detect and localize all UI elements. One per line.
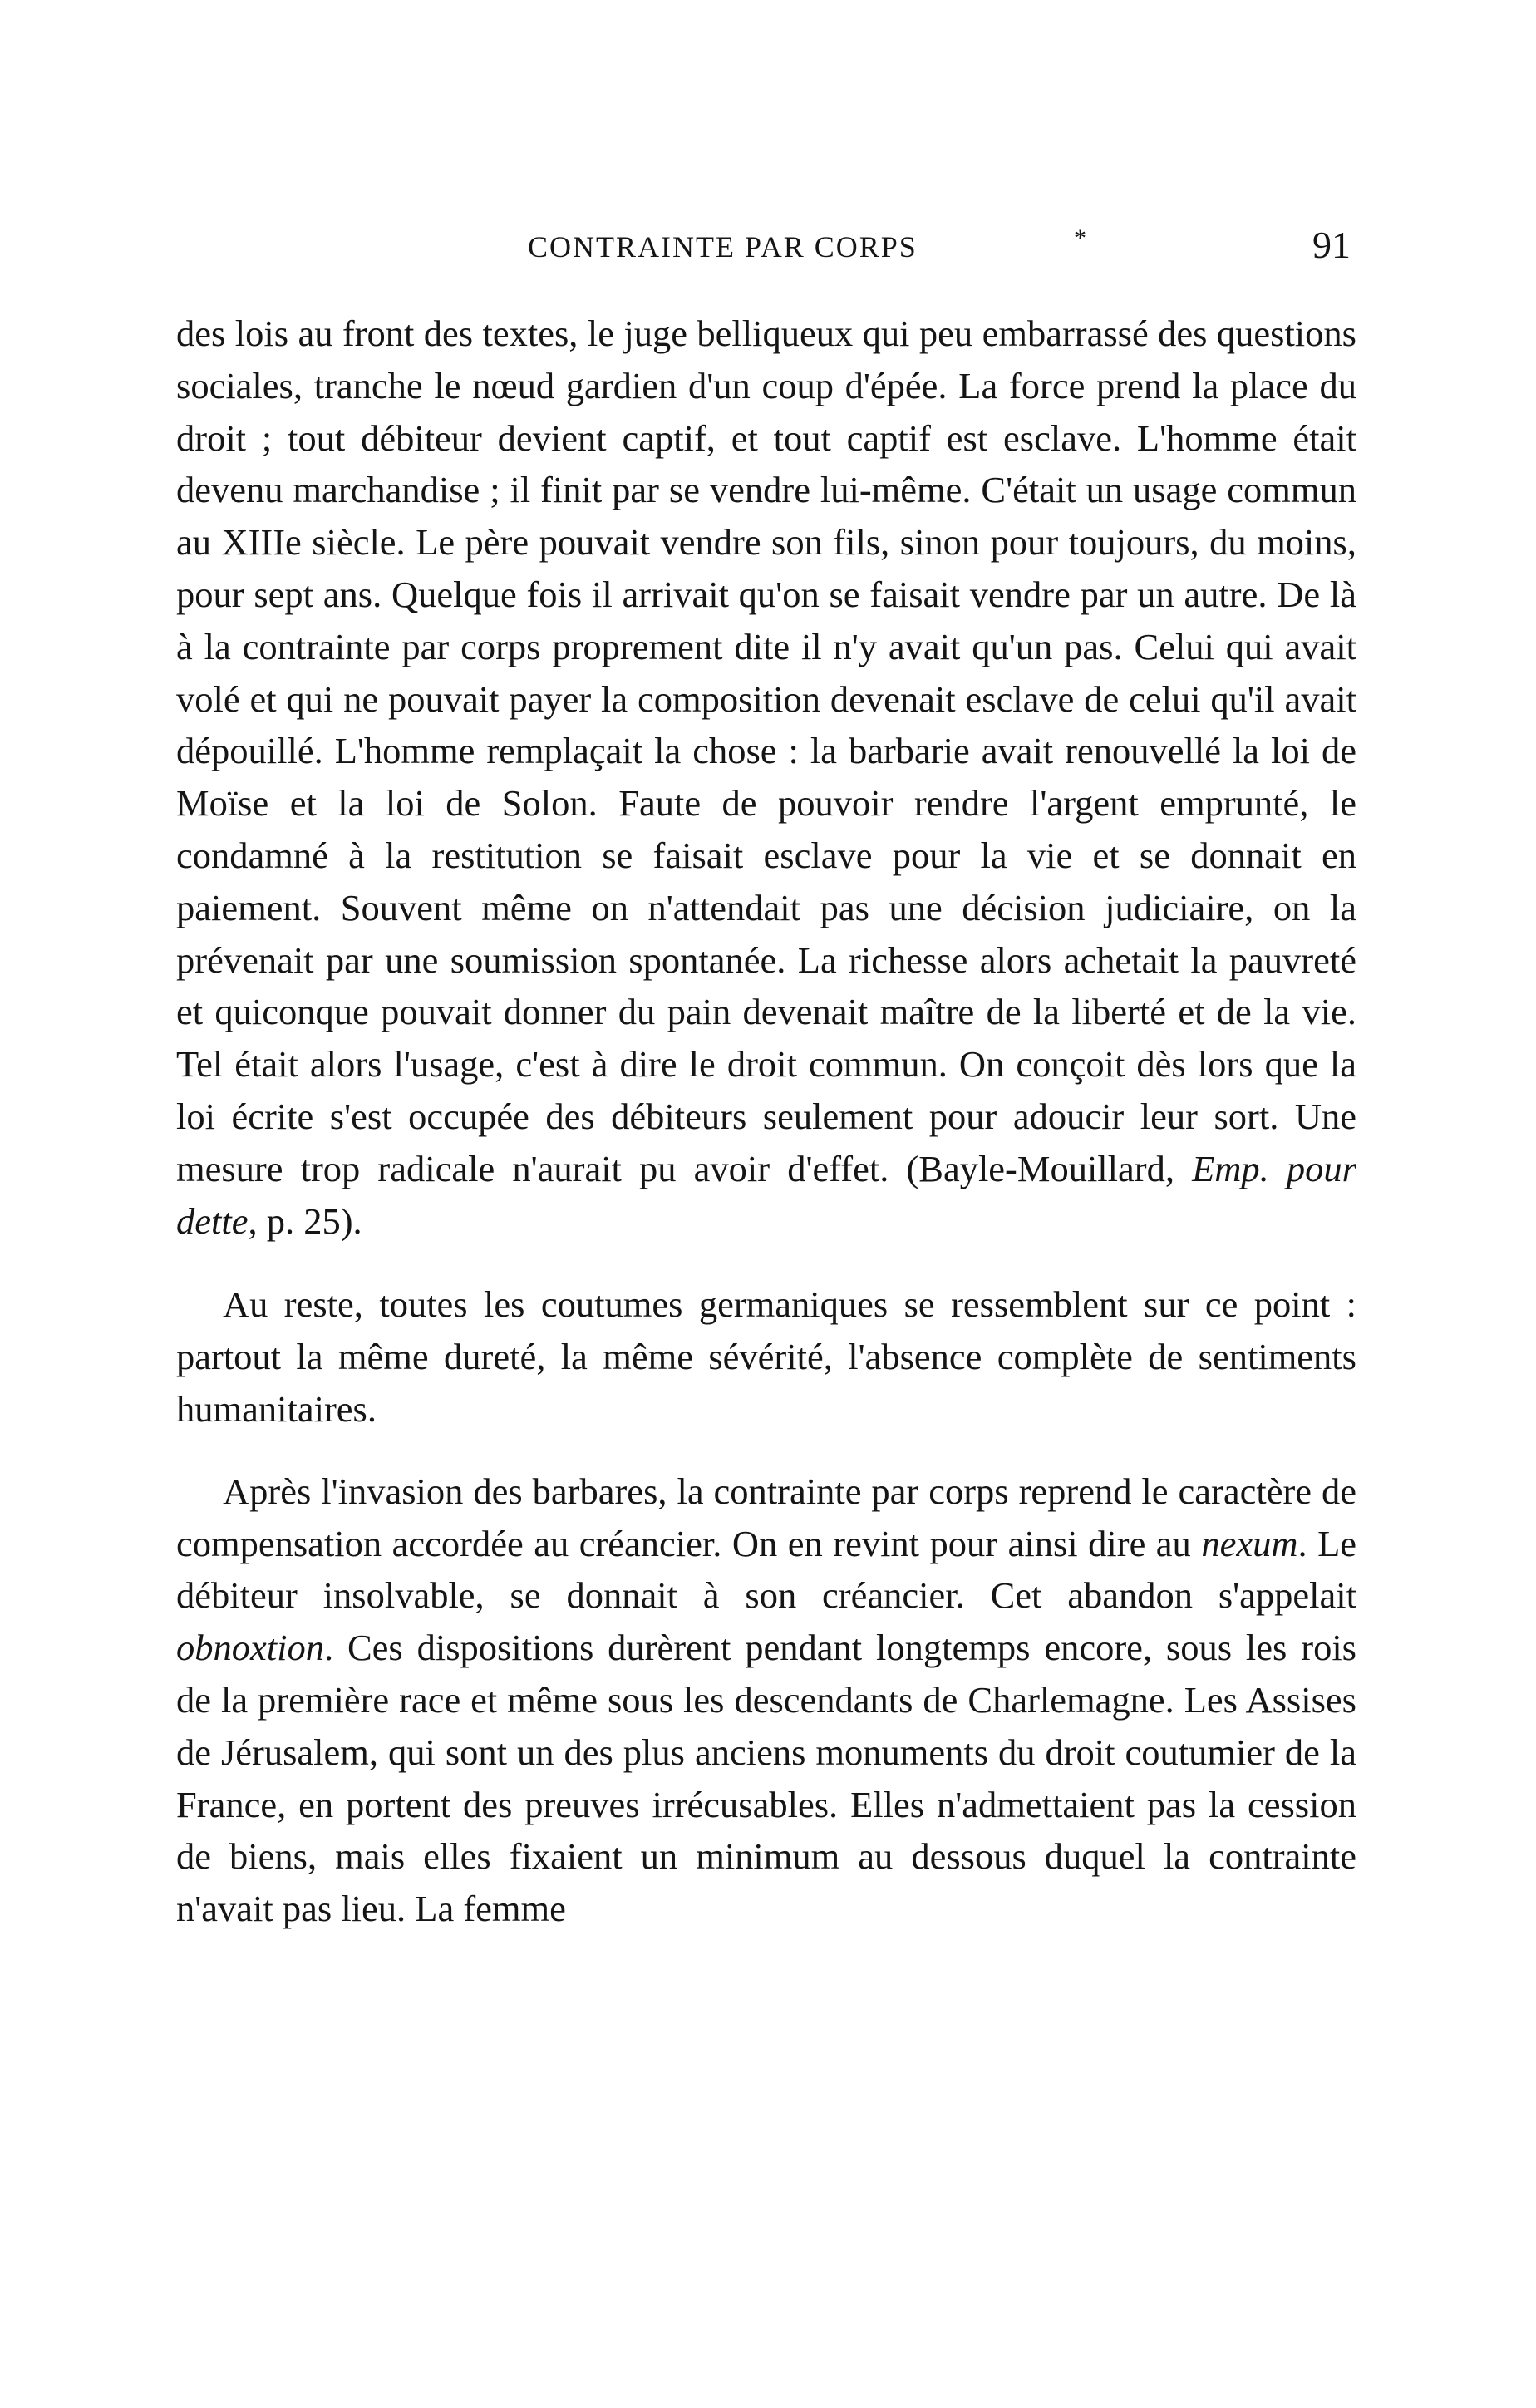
page-body	[176, 308, 1356, 1935]
paragraph-1-end: , p. 25).	[248, 1199, 362, 1242]
running-title: CONTRAINTE PAR CORPS	[528, 230, 918, 263]
running-header	[179, 224, 1351, 283]
paragraph-3-middle: . Le débiteur insolvable, se donnait à son créancier. Cet abandon s'appelait	[176, 1522, 1357, 1617]
page-number: 91	[1312, 224, 1351, 266]
paragraph-3	[176, 1465, 1356, 1935]
citation-title: Emp. pour dette	[176, 1147, 1356, 1242]
term-nexum: nexum	[1201, 1522, 1298, 1564]
paragraph-3-end: . Ces dispositions durèrent pendant longtemps encore, sous les rois de la première race et même sous les descendants de Charlemagne. Les Assises de Jérusalem, qui sont un des plus anciens monuments du droit coutumier de la France, en portent des preuves irrécusables. Elles n'admettaient pas la cession de biens, mais elles fixaient un minimum au dessous duquel la contrainte n'avait pas lieu. La femme	[176, 1627, 1356, 1930]
paragraph-1	[176, 308, 1356, 1247]
star-mark: *	[1074, 224, 1086, 252]
paragraph-1-text: des lois au front des textes, le juge belliqueux qui peu embarrassé des questions sociales, tranche le nœud gardien d'un coup d'épée. La force prend la place du droit ; tout débiteur devient captif, et tout captif est esclave. L'homme était devenu marchandise ; il finit par se vendre lui-même. C'était un usage commun au XIIIe siècle. Le père pouvait vendre son fils, sinon pour toujours, du moins, pour sept ans. Quelque fois il arrivait qu'on se faisait vendre par un autre. De là à la contrainte par corps proprement dite il n'y avait qu'un pas. Celui qui avait volé et qui ne pouvait payer la composition devenait esclave de celui qu'il avait dépouillé. L'homme remplaçait la chose : la barbarie avait renouvellé la loi de Moïse et la loi de Solon. Faute de pouvoir rendre l'argent emprunté, le condamné à la restitution se faisait esclave pour la vie et se donnait en paiement. Souvent même on n'attendait pas une décision judiciaire, on la prévenait par une soumission spontanée. La richesse alors achetait la pauvreté et quiconque pouvait donner du pain devenait maître de la liberté et de la vie. Tel était alors l'usage, c'est à dire le droit commun. On conçoit dès lors que la loi écrite s'est occupée des débiteurs seulement pour adoucir leur sort. Une mesure trop radicale n'aurait pu avoir d'effet. (Bayle-Mouillard,	[176, 313, 1356, 1189]
paragraph-3-text: Après l'invasion des barbares, la contrainte par corps reprend le caractère de compensation accordée au créancier. On en revint pour ainsi dire au	[176, 1470, 1356, 1564]
paragraph-2	[176, 1278, 1356, 1435]
paragraph-2-text: Au reste, toutes les coutumes germaniques se ressemblent sur ce point : partout la même dureté, la même sévérité, l'absence complète de sentiments humanitaires.	[176, 1283, 1356, 1430]
term-obnoxtion: obnoxtion	[176, 1627, 324, 1669]
